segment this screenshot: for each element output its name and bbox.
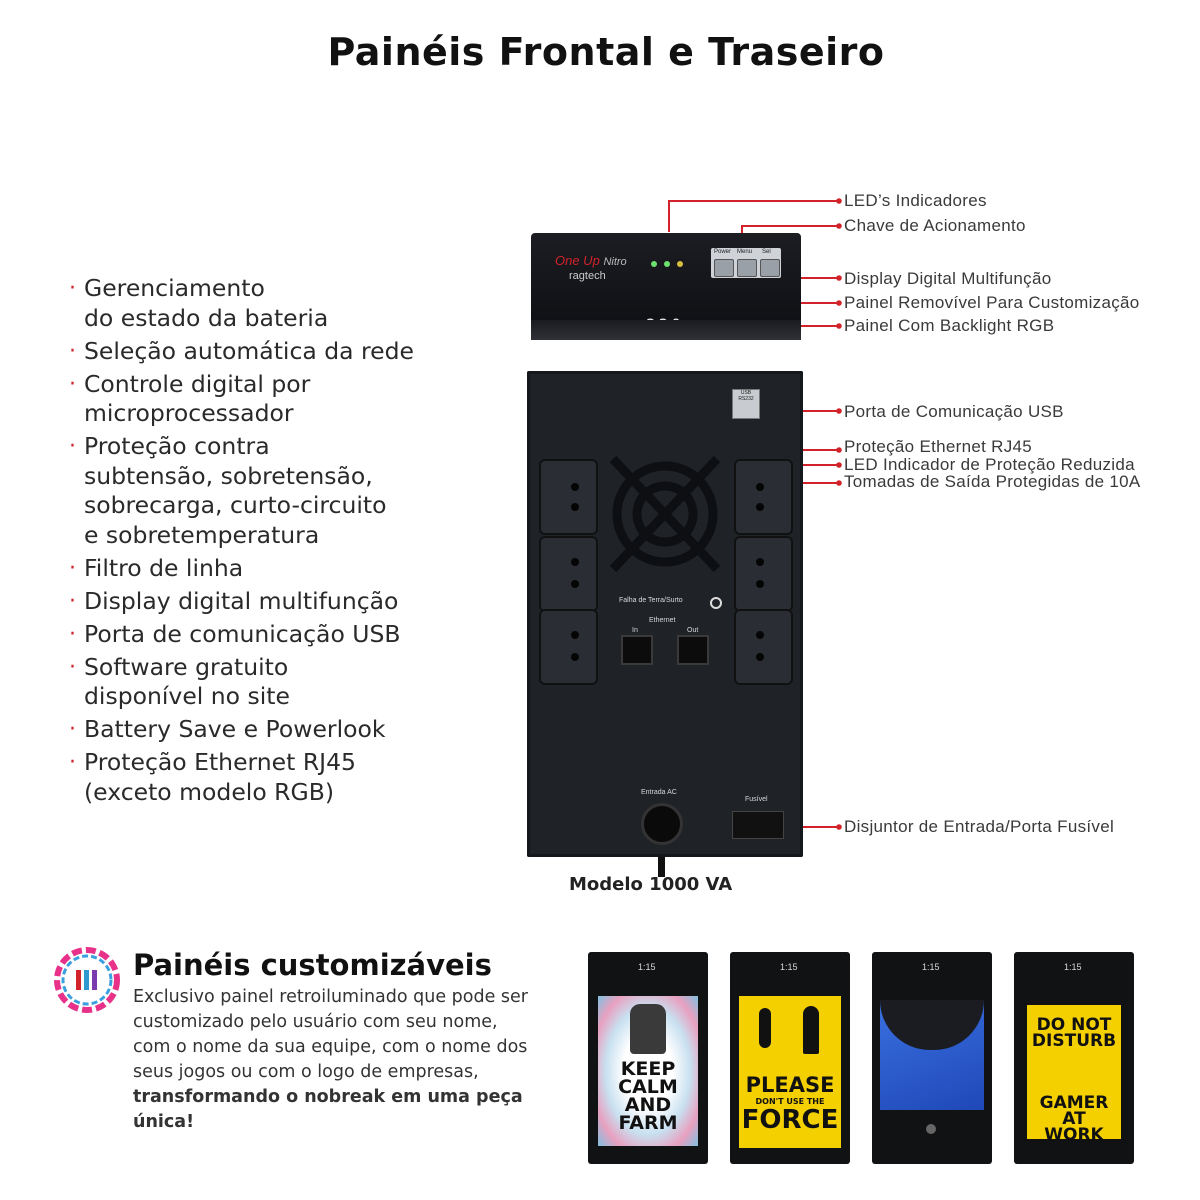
poster-blue: [880, 1000, 984, 1110]
outlet-socket: [734, 609, 793, 685]
poster-dont-use: DON'T USE THE: [755, 1097, 825, 1106]
feature-text: Proteção Ethernet RJ45 (exceto modelo RGB): [84, 748, 356, 806]
feature-text: Porta de comunicação USB: [84, 619, 401, 648]
callout-disjuntor: Disjuntor de Entrada/Porta Fusível: [844, 817, 1115, 836]
sel-button[interactable]: [760, 259, 780, 277]
ethernet-label: Ethernet: [649, 617, 676, 624]
outlet-socket: [539, 459, 598, 535]
outlet-socket: [539, 536, 598, 612]
outlet-socket: [734, 459, 793, 535]
brand-nitro: Nitro: [603, 256, 627, 268]
bullet-icon: ·: [69, 717, 76, 742]
bullet-icon: ·: [69, 621, 76, 647]
callout-leds: LED’s Indicadores: [844, 191, 987, 210]
fan-grille-icon: [605, 439, 725, 589]
feature-text: Proteção contra subtensão, sobretensão, sobrecarga, curto-circuito e sobretemperatura: [84, 432, 387, 549]
rgb-palette-icon: [54, 947, 120, 1013]
poster-gamer: [1024, 1002, 1124, 1146]
fault-led-icon: [710, 597, 722, 609]
outlet-socket: [539, 609, 598, 685]
custom-panel-keep-calm: [588, 952, 708, 1164]
custom-panel-force: [730, 952, 850, 1164]
poster-force-text: FORCE: [741, 1105, 839, 1135]
callout-led-protecao: LED Indicador de Proteção Reduzida: [844, 455, 1135, 474]
poster-keep-calm: [598, 996, 698, 1146]
poster-force: [739, 996, 841, 1148]
ethernet-out-label: Out: [687, 627, 699, 634]
menu-button[interactable]: [737, 259, 757, 277]
custom-panel-gamer: [1014, 952, 1134, 1164]
callout-display: Display Digital Multifunção: [844, 269, 1052, 288]
feature-text: Controle digital por microprocessador: [84, 369, 311, 427]
figure-icon: [759, 1008, 771, 1048]
callout-backlight: Painel Com Backlight RGB: [844, 316, 1055, 335]
ethernet-out-port: [677, 635, 709, 665]
fusivel-label: Fusível: [745, 796, 768, 803]
poster-please: PLEASE: [745, 1073, 835, 1097]
bullet-icon: ·: [69, 750, 76, 775]
power-button[interactable]: [714, 259, 734, 277]
outlet-socket: [734, 536, 793, 612]
character-icon: [630, 1004, 666, 1054]
maker-logo: ragtech: [569, 270, 606, 282]
panel-lcd: 1:15: [922, 962, 940, 972]
button-label-sel: Sel: [762, 249, 771, 255]
feature-text: Seleção automática da rede: [84, 336, 415, 365]
poster-gamer-at-work: GAMER AT WORK: [1039, 1093, 1109, 1146]
bullet-icon: ·: [69, 588, 76, 614]
poster-blue-curve: [880, 1000, 984, 1050]
panels-desc-bold: transformando o nobreak em uma peça única!: [133, 1087, 523, 1132]
bullet-icon: ·: [69, 338, 76, 364]
bullet-icon: ·: [69, 555, 76, 581]
entrada-ac-label: Entrada AC: [641, 789, 677, 796]
feature-text: Software gratuito disponível no site: [84, 652, 290, 710]
brand-oneup: One Up: [555, 253, 600, 268]
usb-label: USB RS232: [738, 390, 754, 402]
callout-painel-removivel: Painel Removível Para Customização: [844, 293, 1140, 312]
page-title: Painéis Frontal e Traseiro: [327, 30, 885, 74]
feature-text: Battery Save e Powerlook: [84, 715, 386, 743]
bullet-icon: ·: [69, 371, 76, 397]
callout-ethernet: Proteção Ethernet RJ45: [844, 437, 1033, 456]
model-label: Modelo 1000 VA: [569, 874, 733, 895]
callout-tomadas: Tomadas de Saída Protegidas de 10A: [844, 472, 1141, 491]
fuse-breaker: [732, 811, 784, 839]
panel-lcd: 1:15: [780, 962, 798, 972]
led-icon: [664, 261, 670, 267]
feature-text: Display digital multifunção: [84, 586, 399, 615]
panels-description: [133, 985, 533, 1135]
panel-lcd: 1:15: [638, 962, 656, 972]
led-icon: [677, 261, 683, 267]
panels-title: Painéis customizáveis: [133, 948, 492, 982]
figure-icon: [803, 1006, 819, 1054]
led-icon: [651, 261, 657, 267]
poster-do-not-disturb: DO NOT DISTURB: [1031, 1015, 1117, 1052]
poster-keep-calm-text: KEEP CALM AND FARM: [618, 1058, 678, 1135]
button-panel: [711, 248, 781, 278]
front-panel-base: [531, 320, 801, 340]
power-cord-inlet: [641, 803, 683, 845]
ethernet-in-label: In: [632, 627, 638, 634]
panels-desc-plain: Exclusivo painel retroiluminado que pode ser customizado pelo usuário com seu nome, com o nome da sua equipe, com o nome dos seus jogos ou com o logo de empresas,: [133, 987, 528, 1082]
button-label-power: Power: [714, 249, 732, 255]
bullet-icon: ·: [69, 276, 76, 301]
callout-usb: Porta de Comunicação USB: [844, 402, 1064, 421]
button-label-menu: Menu: [737, 249, 753, 255]
callout-chave: Chave de Acionamento: [844, 216, 1026, 235]
bullet-icon: ·: [69, 654, 76, 680]
logo-icon: [926, 1124, 936, 1134]
feature-text: Gerenciamento do estado da bateria: [84, 274, 329, 332]
fault-label: Falha de Terra/Surto: [619, 597, 683, 604]
custom-panel-blue: [872, 952, 992, 1164]
panel-lcd: 1:15: [1064, 962, 1082, 972]
feature-text: Filtro de linha: [84, 553, 244, 582]
rear-panel-device: [527, 371, 803, 857]
ethernet-in-port: [621, 635, 653, 665]
bullet-icon: ·: [69, 434, 76, 459]
usb-port: [732, 389, 760, 419]
